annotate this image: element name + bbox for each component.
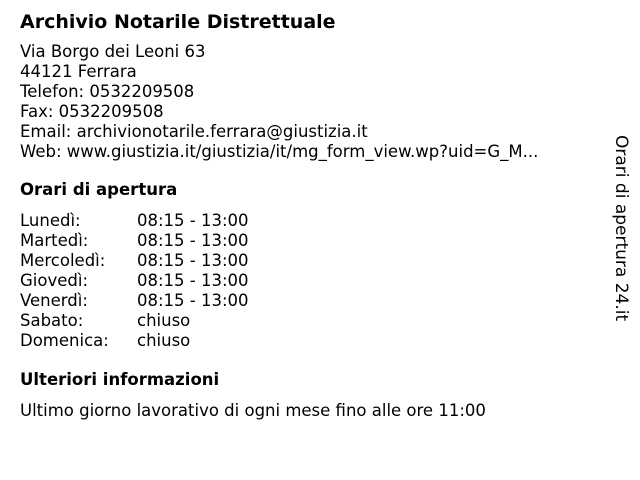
contact-block bbox=[20, 42, 600, 162]
opening-hours-heading: Orari di apertura bbox=[20, 180, 178, 199]
hours-day: Venerdì: bbox=[20, 291, 88, 310]
hours-day: Lunedì: bbox=[20, 211, 81, 230]
further-info-heading: Ulteriori informazioni bbox=[20, 370, 220, 389]
hours-time: 08:15 - 13:00 bbox=[137, 271, 249, 290]
hours-day: Martedì: bbox=[20, 231, 89, 250]
hours-time: 08:15 - 13:00 bbox=[137, 251, 249, 270]
hours-time: chiuso bbox=[137, 331, 191, 350]
hours-row-tuesday bbox=[20, 231, 600, 251]
address-city: 44121 Ferrara bbox=[20, 62, 137, 81]
hours-time: 08:15 - 13:00 bbox=[137, 291, 249, 310]
office-title: Archivio Notarile Distrettuale bbox=[20, 11, 336, 33]
opening-hours-table bbox=[20, 211, 600, 351]
hours-day: Sabato: bbox=[20, 311, 84, 330]
phone-number: Telefon: 0532209508 bbox=[20, 82, 195, 101]
address-street: Via Borgo dei Leoni 63 bbox=[20, 42, 206, 61]
hours-row-sunday bbox=[20, 331, 600, 351]
hours-row-wednesday bbox=[20, 251, 600, 271]
hours-time: 08:15 - 13:00 bbox=[137, 231, 249, 250]
hours-row-thursday bbox=[20, 271, 600, 291]
hours-row-monday bbox=[20, 211, 600, 231]
hours-row-friday bbox=[20, 291, 600, 311]
hours-day: Domenica: bbox=[20, 331, 109, 350]
email-address[interactable]: Email: archivionotarile.ferrara@giustizia.it bbox=[20, 122, 368, 141]
fax-number: Fax: 0532209508 bbox=[20, 102, 164, 121]
hours-day: Mercoledì: bbox=[20, 251, 106, 270]
hours-day: Giovedì: bbox=[20, 271, 88, 290]
website-link[interactable]: Web: www.giustizia.it/giustizia/it/mg_form_view.wp?uid=G_M... bbox=[20, 142, 539, 161]
site-brand-watermark: Orari di apertura 24.it bbox=[611, 135, 631, 322]
hours-row-saturday bbox=[20, 311, 600, 331]
hours-time: 08:15 - 13:00 bbox=[137, 211, 249, 230]
listing-card bbox=[20, 10, 600, 421]
further-info-text: Ultimo giorno lavorativo di ogni mese fino alle ore 11:00 bbox=[20, 401, 486, 420]
hours-time: chiuso bbox=[137, 311, 191, 330]
